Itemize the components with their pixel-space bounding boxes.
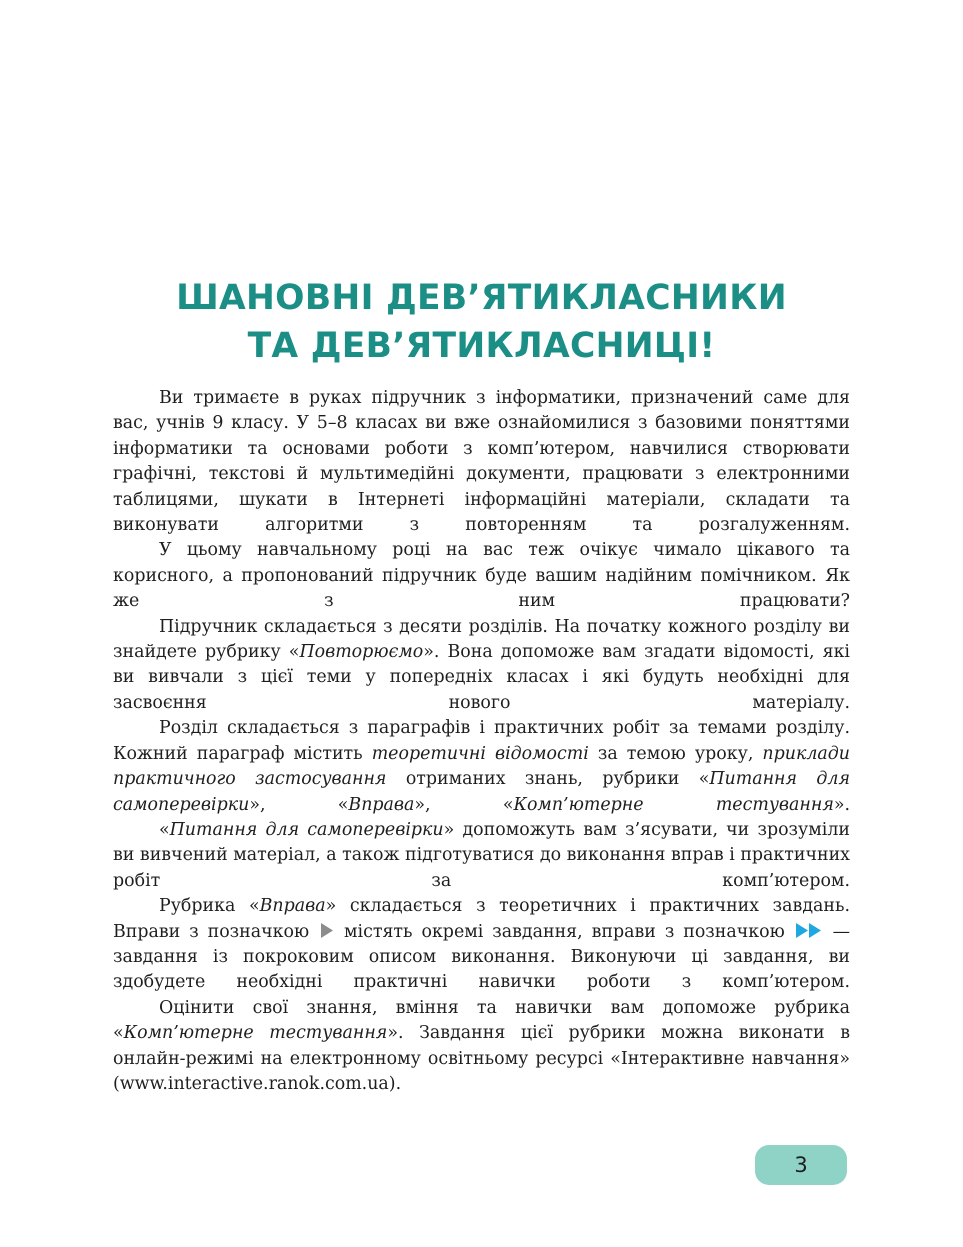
paragraph-2 (113, 538, 850, 614)
paragraph-1 (113, 386, 850, 538)
heading-line-1: ШАНОВНІ ДЕВ’ЯТИКЛАСНИКИ (176, 278, 787, 318)
paragraph-6-text-a: Рубрика « (159, 896, 260, 917)
page-number-tab (755, 1145, 847, 1185)
paragraph-6 (113, 894, 850, 996)
rubric-self-check: Питання для самоперевірки (169, 819, 444, 840)
rubric-computer-testing: Комп’ютерне тестування (513, 794, 834, 815)
paragraph-7 (113, 996, 850, 1098)
paragraph-4 (113, 716, 850, 818)
paragraph-4-text-i: », « (414, 794, 514, 815)
paragraph-1-text: Ви тримаєте в руках підручник з інформатики, призначений саме для вас, учнів 9 класу. У 5–8 класах ви вже ознайомилися з базовими поняттями інформатики та основами роботи з комп’ютером, навчилися створювати графічні, текстові й мультимедійні документи, працювати з електронними таблицями, шукати в Інтернеті інформаційні матеріали, складати та виконувати алгоритми з повторенням та розгалуженням. (113, 388, 850, 536)
double-play-icon (796, 923, 822, 938)
paragraph-3-text-c: ». Вона допоможе вам згадати відомості, які ви вивчали з цієї теми у попередніх класах і які будуть необхідні для засвоєння нового матеріалу. (113, 642, 850, 713)
paragraph-3-text-a: Підручник складається з десяти розділів. На початку кожного розділу ви знайдете рубрику « (113, 616, 850, 663)
paragraph-5-text-a: « (159, 819, 170, 840)
rubric-exercise: Вправа (348, 794, 415, 815)
rubric-computer-testing: Комп’ютерне тестування (123, 1023, 388, 1044)
paragraph-6-text-c: » складається з теоретичних і практичних завдань. Вправи з позначкою (113, 896, 850, 942)
rubric-exercise: Вправа (259, 896, 326, 917)
paragraph-5 (113, 818, 850, 894)
page-number: 3 (794, 1153, 808, 1177)
paragraph-3 (113, 615, 850, 717)
paragraph-4-text-a: Розділ складається з параграфів і практичних робіт за темами розділу. Кожний параграф містить (113, 718, 850, 764)
page-heading (0, 274, 963, 370)
paragraph-5-text-c: » допоможуть вам з’ясувати, чи зрозуміли ви вивчений матеріал, а також підготуватися до виконання вправ і практичних робіт за комп’ютером. (113, 819, 850, 891)
rubric-self-check: Питання для самоперевірки (113, 769, 850, 815)
paragraph-2-text: У цьому навчальному році на вас теж очікує чимало цікавого та корисного, а пропонований підручник буде вашим надійним помічником. Як же з ним працювати? (113, 540, 850, 612)
paragraph-6-text-e: — завдання із покроковим описом виконання. Виконуючи ці завдання, ви здобудете необхідні практичні навички роботи з комп’ютером. (113, 921, 851, 993)
paragraph-7-text-c: ». Завдання цієї рубрики можна виконати в онлайн-режимі на електронному освітньому ресурсі «Інтерактивне навчання» (www.interactive.ranok.com.ua). (113, 1023, 851, 1094)
rubric-repeat: Повторюємо (299, 642, 424, 663)
intro-text (113, 386, 850, 1097)
paragraph-4-text-c: за темою уроку, (588, 743, 763, 764)
paragraph-7-text-a: Оцінити свої знання, вміння та навички вам допоможе рубрика « (113, 997, 850, 1044)
theory-term: теоретичні відомості (371, 743, 589, 764)
paragraph-4-text-k: ». (833, 794, 851, 815)
heading-line-2: ТА ДЕВ’ЯТИКЛАСНИЦІ! (247, 326, 716, 366)
examples-term: приклади практичного застосування (113, 743, 850, 790)
paragraph-4-text-e: отриманих знань, рубрики « (386, 769, 710, 790)
play-triangle-icon (320, 923, 333, 938)
paragraph-6-text-d: містять окремі завдання, вправи з позначкою (344, 921, 785, 942)
paragraph-4-text-g: », « (249, 794, 349, 815)
